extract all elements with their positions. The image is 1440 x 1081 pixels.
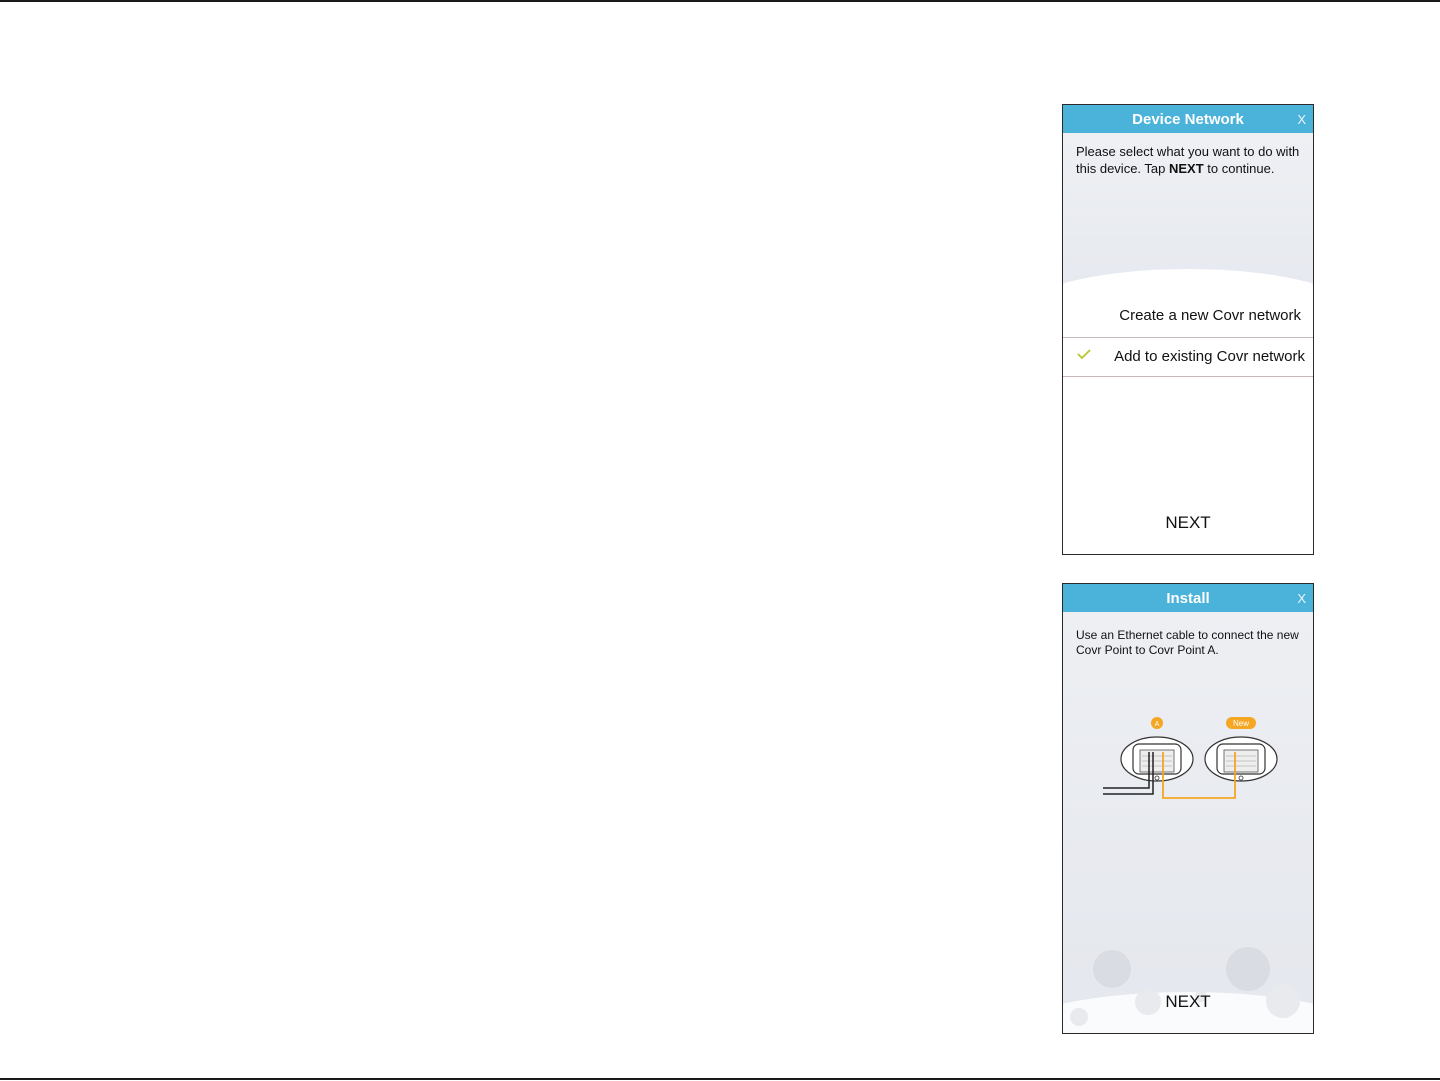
option-create-network[interactable]	[1063, 297, 1313, 336]
option-label: Add to existing Covr network	[1114, 348, 1305, 365]
checkmark-icon	[1077, 347, 1091, 361]
badge-a	[1151, 717, 1163, 729]
install-screen	[1062, 583, 1314, 1034]
option-add-existing-network[interactable]	[1063, 337, 1313, 377]
next-button[interactable]: NEXT	[1165, 513, 1211, 532]
close-button[interactable]: X	[1297, 591, 1306, 606]
device-network-screen	[1062, 104, 1314, 555]
instruction-text	[1076, 143, 1301, 177]
next-button[interactable]: NEXT	[1165, 992, 1211, 1011]
badge-new-label: New	[1232, 719, 1250, 728]
title-bar	[1063, 105, 1313, 133]
covr-point-a	[1121, 737, 1193, 781]
option-label: Create a new Covr network	[1119, 307, 1301, 324]
instruction-prefix: Please select what you want to do with this device. Tap	[1076, 144, 1300, 176]
connection-diagram	[1093, 712, 1293, 822]
instruction-text: Use an Ethernet cable to connect the new Covr Point to Covr Point A.	[1076, 628, 1299, 657]
screen-title: Device Network	[1132, 111, 1244, 128]
decorative-bubble	[1093, 950, 1131, 988]
title-bar	[1063, 584, 1313, 612]
instruction-bold: NEXT	[1168, 161, 1204, 176]
badge-new	[1226, 717, 1256, 729]
decorative-bubble	[1226, 947, 1270, 991]
page-top-rule	[0, 0, 1440, 2]
background-gradient	[1063, 612, 1313, 1033]
screen-title: Install	[1166, 590, 1210, 607]
instruction-suffix: to continue.	[1203, 161, 1275, 176]
badge-a-label: A	[1154, 721, 1160, 728]
close-button[interactable]: X	[1297, 112, 1306, 127]
page-bottom-rule	[0, 1078, 1440, 1080]
covr-point-new	[1205, 737, 1277, 781]
